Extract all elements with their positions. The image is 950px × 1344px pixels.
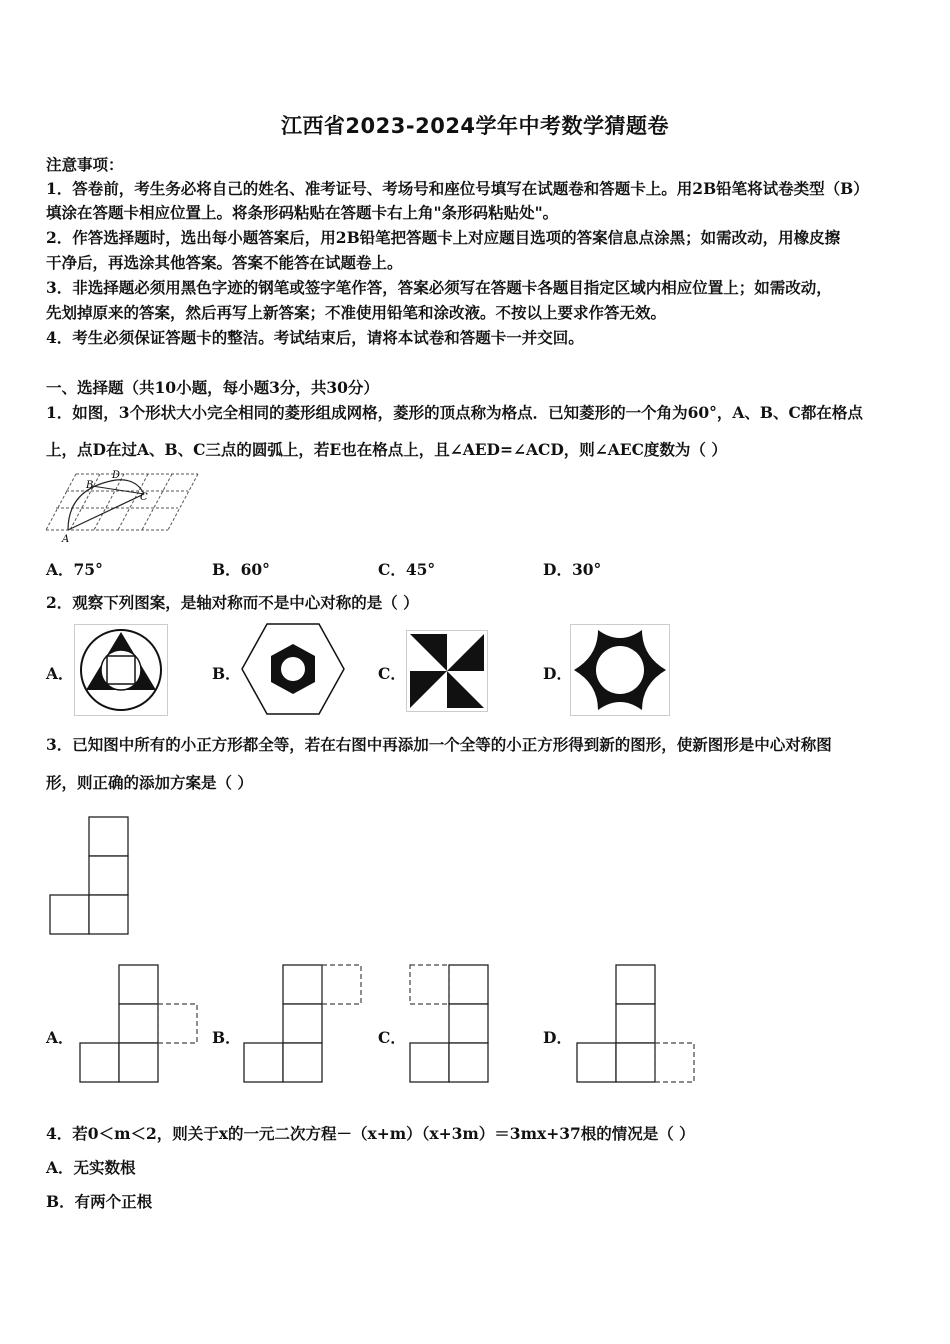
notice-line: 2．作答选择题时，选出每小题答案后，用2B铅笔把答题卡上对应题目选项的答案信息点涂黑；如需改动，用橡皮擦	[46, 228, 841, 247]
q3-option-a[interactable]: A．	[46, 1028, 74, 1047]
q3-original-figure	[48, 816, 132, 938]
q3-figure-d	[575, 964, 699, 1086]
notice-line: 3．非选择题必须用黑色字迹的钢笔或签字笔作答，答案必须写在答题卡各题目指定区域内相应位置上；如需改动，	[46, 278, 832, 297]
notice-line: 先划掉原来的答案，然后再写上新答案；不准使用铅笔和涂改液。不按以上要求作答无效。	[46, 303, 667, 322]
q3-option-b[interactable]: B．	[212, 1028, 241, 1047]
q3-option-c[interactable]: C．	[378, 1028, 406, 1047]
q2-figure-b	[240, 622, 346, 716]
q4-option-b[interactable]: B．有两个正根	[46, 1192, 153, 1211]
label-d: D	[112, 470, 121, 481]
q4-option-a[interactable]: A．无实数根	[46, 1158, 136, 1177]
q1-option-d[interactable]: D．30°	[543, 560, 602, 579]
q3-figure-a	[78, 964, 202, 1086]
q3-figure-b	[242, 964, 366, 1086]
q1-stem-line1: 1．如图，3个形状大小完全相同的菱形组成网格，菱形的顶点称为格点．已知菱形的一个角为60°，A、B、C都在格点	[46, 403, 863, 422]
notice-heading: 注意事项：	[46, 155, 124, 174]
page-title: 江西省2023-2024学年中考数学猜题卷	[280, 114, 670, 138]
q2-option-b[interactable]: B．	[212, 664, 241, 683]
notice-line: 填涂在答题卡相应位置上。将条形码粘贴在答题卡右上角"条形码粘贴处"。	[46, 203, 559, 222]
q2-option-c[interactable]: C．	[378, 664, 406, 683]
q1-rhombus-grid-figure	[44, 468, 204, 544]
q3-stem-line1: 3．已知图中所有的小正方形都全等，若在右图中再添加一个全等的小正方形得到新的图形，使新图形是中心对称图	[46, 735, 832, 754]
q1-option-b[interactable]: B．60°	[212, 560, 270, 579]
q2-option-d[interactable]: D．	[543, 664, 572, 683]
q3-stem-line2: 形，则正确的添加方案是（ ）	[46, 773, 253, 792]
q2-stem: 2．观察下列图案，是轴对称而不是中心对称的是（ ）	[46, 593, 419, 612]
q1-option-c[interactable]: C．45°	[378, 560, 436, 579]
q3-option-d[interactable]: D．	[543, 1028, 572, 1047]
q1-option-a[interactable]: A．75°	[46, 560, 103, 579]
q4-stem: 4．若0＜m＜2，则关于x的一元二次方程－（x+m）（x+3m）＝3mx+37根的情况是（ ）	[46, 1124, 695, 1143]
q1-stem-line2: 上，点D在过A、B、C三点的圆弧上，若E也在格点上，且∠AED=∠ACD，则∠AEC度数为（ ）	[46, 440, 727, 459]
label-c: C	[140, 492, 148, 503]
q2-option-a[interactable]: A．	[46, 664, 74, 683]
label-a: A	[62, 534, 70, 544]
notice-line: 1．答卷前，考生务必将自己的姓名、准考证号、考场号和座位号填写在试题卷和答题卡上。用2B铅笔将试卷类型（B）	[46, 179, 869, 198]
q3-figure-c	[408, 964, 492, 1086]
notice-line: 干净后，再选涂其他答案。答案不能答在试题卷上。	[46, 253, 403, 272]
q2-figure-a	[74, 624, 168, 716]
section-heading: 一、选择题（共10小题，每小题3分，共30分）	[46, 378, 379, 397]
notice-line: 4．考生必须保证答题卡的整洁。考试结束后，请将本试卷和答题卡一并交回。	[46, 328, 584, 347]
q2-figure-c	[406, 630, 488, 712]
q2-figure-d	[570, 624, 670, 716]
label-b: B	[86, 480, 94, 491]
